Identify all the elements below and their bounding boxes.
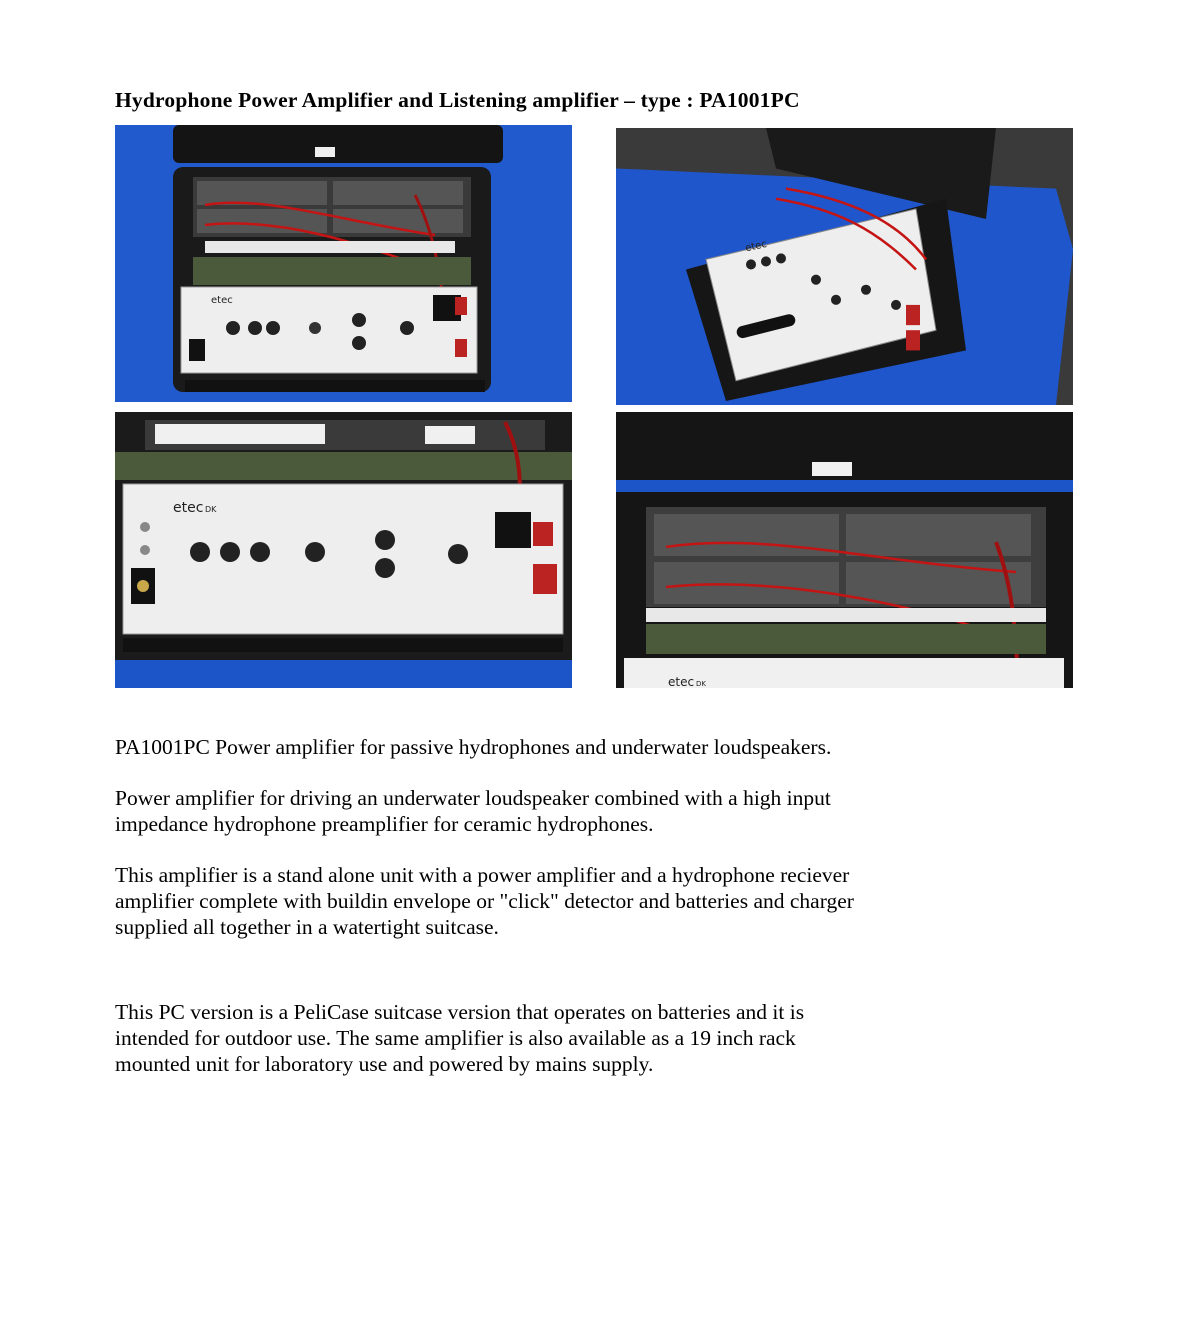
paragraph-intro bbox=[115, 734, 1115, 760]
paragraph-line: supplied all together in a watertight suitcase. bbox=[115, 915, 499, 939]
photo-battery-compartment bbox=[616, 412, 1073, 688]
paragraph-line: Power amplifier for driving an underwater loudspeaker combined with a high input bbox=[115, 786, 831, 810]
svg-text:DK: DK bbox=[696, 680, 706, 688]
svg-text:etec: etec bbox=[173, 500, 204, 516]
paragraph-line: mounted unit for laboratory use and powered by mains supply. bbox=[115, 1052, 654, 1076]
paragraph-line: impedance hydrophone preamplifier for ceramic hydrophones. bbox=[115, 812, 654, 836]
paragraph-standalone bbox=[115, 862, 1115, 940]
photo-case-angled-view bbox=[616, 128, 1073, 405]
document-title: Hydrophone Power Amplifier and Listening amplifier – type : PA1001PC bbox=[115, 88, 800, 112]
paragraph-pc-version bbox=[115, 999, 1115, 1077]
paragraph-line: amplifier complete with buildin envelope or "click" detector and batteries and charger bbox=[115, 889, 854, 913]
svg-text:DK: DK bbox=[205, 505, 217, 514]
photo-front-panel-closeup bbox=[115, 412, 572, 688]
svg-text:etec: etec bbox=[744, 238, 768, 255]
svg-text:etec: etec bbox=[211, 295, 233, 306]
photo-case-top-view bbox=[115, 125, 572, 402]
paragraph-line: This amplifier is a stand alone unit with a power amplifier and a hydrophone reciever bbox=[115, 863, 850, 887]
paragraph-line: PA1001PC Power amplifier for passive hydrophones and underwater loudspeakers. bbox=[115, 735, 832, 759]
paragraph-description bbox=[115, 785, 1115, 837]
paragraph-line: This PC version is a PeliCase suitcase version that operates on batteries and it is bbox=[115, 1000, 805, 1024]
svg-text:etec: etec bbox=[668, 675, 695, 688]
paragraph-line: intended for outdoor use. The same amplifier is also available as a 19 inch rack bbox=[115, 1026, 796, 1050]
